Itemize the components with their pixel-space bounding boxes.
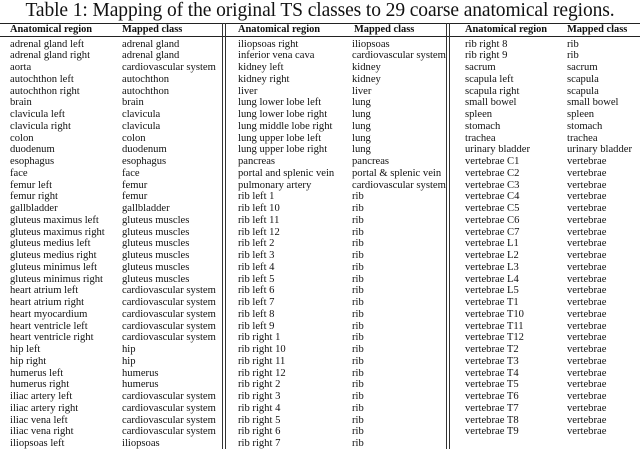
anatomical-region-cell: vertebrae T7 [465,402,519,414]
mapped-class-cell: clavicula [122,120,161,132]
anatomical-region-cell: iliac vena right [10,426,74,438]
anatomical-region-cell: rib left 12 [238,226,280,238]
mapped-class-cell: rib [352,414,364,426]
mapped-class-cell: rib [352,226,364,238]
mapped-class-cell: vertebrae [567,391,607,402]
anatomical-region-cell: vertebrae C7 [465,226,520,238]
header-anatomical-region: Anatomical region [465,24,548,35]
mapped-class-cell: vertebrae [567,226,607,238]
mapped-class-cell: rib [352,438,364,449]
mapped-class-cell: liver [352,85,372,97]
mapped-class-cell: cardiovascular system [352,179,446,191]
header-mapped-class: Mapped class [354,24,415,35]
anatomical-region-cell: vertebrae C3 [465,179,520,191]
anatomical-region-cell: gluteus minimus left [10,261,98,273]
anatomical-region-cell: rib right 5 [238,414,281,426]
anatomical-region-cell: scapula right [465,85,520,97]
table-caption: Table 1: Mapping of the original TS classes to 29 coarse anatomical regions. [25,0,615,21]
anatomical-region-cell: rib right 8 [465,38,508,50]
mapped-class-cell: rib [352,297,364,308]
anatomical-region-cell: brain [10,97,32,109]
header-mapped-class: Mapped class [567,24,628,35]
anatomical-region-cell: vertebrae T6 [465,391,519,402]
anatomical-region-cell: lung lower lobe right [238,109,328,120]
mapped-class-cell: rib [352,308,364,320]
anatomical-region-cell: trachea [465,132,496,144]
mapped-class-cell: urinary bladder [567,144,633,156]
anatomical-region-cell: rib left 9 [238,320,275,332]
mapped-class-cell: gallbladder [122,203,170,214]
mapped-class-cell: kidney [352,62,381,73]
mapped-class-cell: vertebrae [567,156,607,167]
anatomical-region-cell: adrenal gland left [10,38,85,50]
anatomical-region-cell: lung middle lobe right [238,120,333,132]
anatomical-region-cell: gluteus maximus left [10,214,99,226]
mapped-class-cell: rib [352,344,364,355]
anatomical-region-cell: urinary bladder [465,144,531,156]
anatomical-region-cell: femur left [10,179,53,191]
anatomical-region-cell: vertebrae T4 [465,367,519,379]
header-anatomical-region: Anatomical region [10,24,93,35]
mapped-class-cell: rib [567,38,579,50]
anatomical-region-cell: humerus right [10,379,70,391]
anatomical-region-cell: humerus left [10,367,64,379]
anatomical-region-cell: lung upper lobe left [238,132,322,144]
anatomical-region-cell: iliac artery left [10,391,73,402]
mapped-class-cell: vertebrae [567,238,607,250]
anatomical-region-cell: vertebrae T8 [465,414,519,426]
anatomical-region-cell: rib left 2 [238,238,275,250]
mapped-class-cell: small bowel [567,97,619,109]
mapped-class-cell: rib [352,332,364,344]
mapped-class-cell: rib [352,355,364,367]
anatomical-region-cell: gluteus maximus right [10,226,105,238]
anatomical-region-cell: vertebrae L4 [465,273,519,285]
anatomical-region-cell: heart atrium right [10,297,85,308]
anatomical-region-cell: autochthon left [10,73,74,85]
mapping-table [0,22,640,449]
anatomical-region-cell: vertebrae L3 [465,261,519,273]
anatomical-region-cell: femur right [10,191,58,203]
mapped-class-cell: vertebrae [567,344,607,355]
mapped-class-cell: clavicula [122,109,161,120]
mapped-class-cell: rib [352,320,364,332]
mapped-class-cell: adrenal gland [122,50,180,62]
anatomical-region-cell: clavicula left [10,109,65,120]
mapped-class-cell: lung [352,132,371,144]
mapped-class-cell: portal & splenic vein [352,167,442,179]
anatomical-region-cell: vertebrae T9 [465,426,519,438]
anatomical-region-cell: vertebrae T10 [465,308,524,320]
mapped-class-cell: lung [352,144,371,156]
anatomical-region-cell: rib left 7 [238,297,275,308]
mapped-class-cell: rib [352,214,364,226]
mapped-class-cell: hip [122,355,136,367]
mapped-class-cell: gluteus muscles [122,214,190,226]
mapped-class-cell: cardiovascular system [122,308,216,320]
anatomical-region-cell: stomach [465,120,501,132]
mapped-class-cell: brain [122,97,144,109]
mapped-class-cell: rib [352,379,364,391]
mapped-class-cell: vertebrae [567,320,607,332]
mapped-class-cell: lung [352,120,371,132]
header-anatomical-region: Anatomical region [238,24,321,35]
mapped-class-cell: gluteus muscles [122,226,190,238]
anatomical-region-cell: rib right 11 [238,355,286,367]
anatomical-region-cell: rib right 3 [238,391,281,402]
mapped-class-cell: rib [352,250,364,261]
mapped-class-cell: rib [352,273,364,285]
mapped-class-cell: sacrum [567,62,598,73]
mapped-class-cell: vertebrae [567,402,607,414]
anatomical-region-cell: rib right 10 [238,344,286,355]
mapped-class-cell: hip [122,344,136,355]
mapped-class-cell: cardiovascular system [122,320,216,332]
mapped-class-cell: gluteus muscles [122,261,190,273]
anatomical-region-cell: iliac vena left [10,414,68,426]
anatomical-region-cell: vertebrae C4 [465,191,520,203]
mapped-class-cell: iliopsoas [122,438,160,449]
anatomical-region-cell: pulmonary artery [238,179,312,191]
anatomical-region-cell: aorta [10,62,32,73]
anatomical-region-cell: liver [238,85,258,97]
mapped-class-cell: cardiovascular system [122,285,216,297]
mapped-class-cell: femur [122,191,148,203]
anatomical-region-cell: pancreas [238,156,276,167]
anatomical-region-cell: lung lower lobe left [238,97,322,109]
mapped-class-cell: trachea [567,132,598,144]
anatomical-region-cell: heart atrium left [10,285,79,297]
mapped-class-cell: vertebrae [567,285,607,297]
anatomical-region-cell: gallbladder [10,203,58,214]
anatomical-region-cell: clavicula right [10,120,71,132]
anatomical-region-cell: gluteus medius left [10,238,91,250]
anatomical-region-cell: iliopsoas left [10,438,65,449]
mapped-class-cell: rib [352,367,364,379]
anatomical-region-cell: rib left 1 [238,191,275,203]
mapped-class-cell: cardiovascular system [122,402,216,414]
mapped-class-cell: pancreas [352,156,390,167]
anatomical-region-cell: rib left 11 [238,214,280,226]
mapped-class-cell: gluteus muscles [122,250,190,261]
mapped-class-cell: adrenal gland [122,38,180,50]
mapped-class-cell: vertebrae [567,332,607,344]
mapped-class-cell: autochthon [122,85,170,97]
mapped-class-cell: cardiovascular system [122,62,216,73]
anatomical-region-cell: hip right [10,355,47,367]
anatomical-region-cell: gluteus minimus right [10,273,103,285]
mapped-class-cell: autochthon [122,73,170,85]
mapped-class-cell: rib [352,191,364,203]
anatomical-region-cell: kidney right [238,73,290,85]
mapped-class-cell: femur [122,179,148,191]
anatomical-region-cell: inferior vena cava [238,50,315,62]
anatomical-region-cell: face [10,167,28,179]
mapped-class-cell: humerus [122,379,159,391]
anatomical-region-cell: vertebrae T2 [465,344,519,355]
mapped-class-cell: rib [352,391,364,402]
anatomical-region-cell: vertebrae L1 [465,238,519,250]
mapped-class-cell: vertebrae [567,297,607,308]
anatomical-region-cell: rib left 5 [238,273,275,285]
mapped-class-cell: lung [352,97,371,109]
mapped-class-cell: face [122,167,140,179]
anatomical-region-cell: vertebrae T3 [465,355,519,367]
anatomical-region-cell: rib right 12 [238,367,286,379]
anatomical-region-cell: vertebrae C1 [465,156,520,167]
mapped-class-cell: scapula [567,73,599,85]
anatomical-region-cell: rib left 6 [238,285,275,297]
anatomical-region-cell: rib right 2 [238,379,281,391]
anatomical-region-cell: rib right 1 [238,332,281,344]
anatomical-region-cell: duodenum [10,144,55,156]
anatomical-region-cell: iliac artery right [10,402,79,414]
mapped-class-cell: vertebrae [567,179,607,191]
anatomical-region-cell: heart ventricle left [10,320,88,332]
mapped-class-cell: kidney [352,73,381,85]
anatomical-region-cell: rib right 7 [238,438,281,449]
mapped-class-cell: scapula [567,85,599,97]
mapped-class-cell: lung [352,109,371,120]
column-group-divider [446,23,450,449]
anatomical-region-cell: heart myocardium [10,308,88,320]
mapped-class-cell: vertebrae [567,214,607,226]
anatomical-region-cell: autochthon right [10,85,80,97]
mapped-class-cell: rib [352,285,364,297]
anatomical-region-cell: heart ventricle right [10,332,94,344]
mapped-class-cell: rib [352,238,364,250]
anatomical-region-cell: colon [10,132,34,144]
mapped-class-cell: cardiovascular system [352,50,446,62]
anatomical-region-cell: rib left 4 [238,261,275,273]
mapped-class-cell: vertebrae [567,379,607,391]
mapped-class-cell: rib [567,50,579,62]
anatomical-region-cell: rib right 4 [238,402,281,414]
anatomical-region-cell: small bowel [465,97,517,109]
mapped-class-cell: gluteus muscles [122,273,190,285]
mapped-class-cell: iliopsoas [352,38,390,50]
header-mapped-class: Mapped class [122,24,183,35]
mapped-class-cell: cardiovascular system [122,391,216,402]
anatomical-region-cell: vertebrae T11 [465,320,524,332]
mapped-class-cell: cardiovascular system [122,297,216,308]
mapped-class-cell: rib [352,203,364,214]
mapped-class-cell: vertebrae [567,426,607,438]
anatomical-region-cell: gluteus medius right [10,250,97,261]
mapped-class-cell: spleen [567,109,595,120]
anatomical-region-cell: rib left 3 [238,250,275,261]
mapped-class-cell: vertebrae [567,203,607,214]
anatomical-region-cell: rib left 8 [238,308,275,320]
mapped-class-cell: rib [352,402,364,414]
mapped-class-cell: vertebrae [567,261,607,273]
anatomical-region-cell: kidney left [238,62,284,73]
anatomical-region-cell: vertebrae T5 [465,379,519,391]
anatomical-region-cell: vertebrae L2 [465,250,519,261]
mapped-class-cell: vertebrae [567,414,607,426]
mapped-class-cell: vertebrae [567,308,607,320]
mapped-class-cell: duodenum [122,144,167,156]
mapped-class-cell: cardiovascular system [122,414,216,426]
mapped-class-cell: esophagus [122,156,167,167]
anatomical-region-cell: iliopsoas right [238,38,299,50]
anatomical-region-cell: adrenal gland right [10,50,91,62]
mapped-class-cell: gluteus muscles [122,238,190,250]
anatomical-region-cell: vertebrae L5 [465,285,519,297]
anatomical-region-cell: vertebrae T1 [465,297,519,308]
mapped-class-cell: rib [352,426,364,438]
mapped-class-cell: vertebrae [567,355,607,367]
anatomical-region-cell: scapula left [465,73,514,85]
anatomical-region-cell: vertebrae C6 [465,214,520,226]
anatomical-region-cell: lung upper lobe right [238,144,328,156]
mapped-class-cell: vertebrae [567,167,607,179]
anatomical-region-cell: rib right 9 [465,50,508,62]
anatomical-region-cell: rib left 10 [238,203,280,214]
mapped-class-cell: vertebrae [567,273,607,285]
anatomical-region-cell: spleen [465,109,493,120]
mapped-class-cell: vertebrae [567,250,607,261]
anatomical-region-cell: esophagus [10,156,55,167]
mapped-class-cell: humerus [122,367,159,379]
anatomical-region-cell: sacrum [465,62,496,73]
column-group-divider [222,23,226,449]
mapped-class-cell: cardiovascular system [122,332,216,344]
mapped-class-cell: cardiovascular system [122,426,216,438]
mapped-class-cell: colon [122,132,146,144]
anatomical-region-cell: vertebrae C2 [465,167,520,179]
anatomical-region-cell: hip left [10,344,41,355]
mapped-class-cell: stomach [567,120,603,132]
anatomical-region-cell: portal and splenic vein [238,167,335,179]
anatomical-region-cell: rib right 6 [238,426,281,438]
table-header-rule [0,36,640,37]
anatomical-region-cell: vertebrae T12 [465,332,524,344]
mapped-class-cell: vertebrae [567,367,607,379]
anatomical-region-cell: vertebrae C5 [465,203,520,214]
mapped-class-cell: vertebrae [567,191,607,203]
mapped-class-cell: rib [352,261,364,273]
